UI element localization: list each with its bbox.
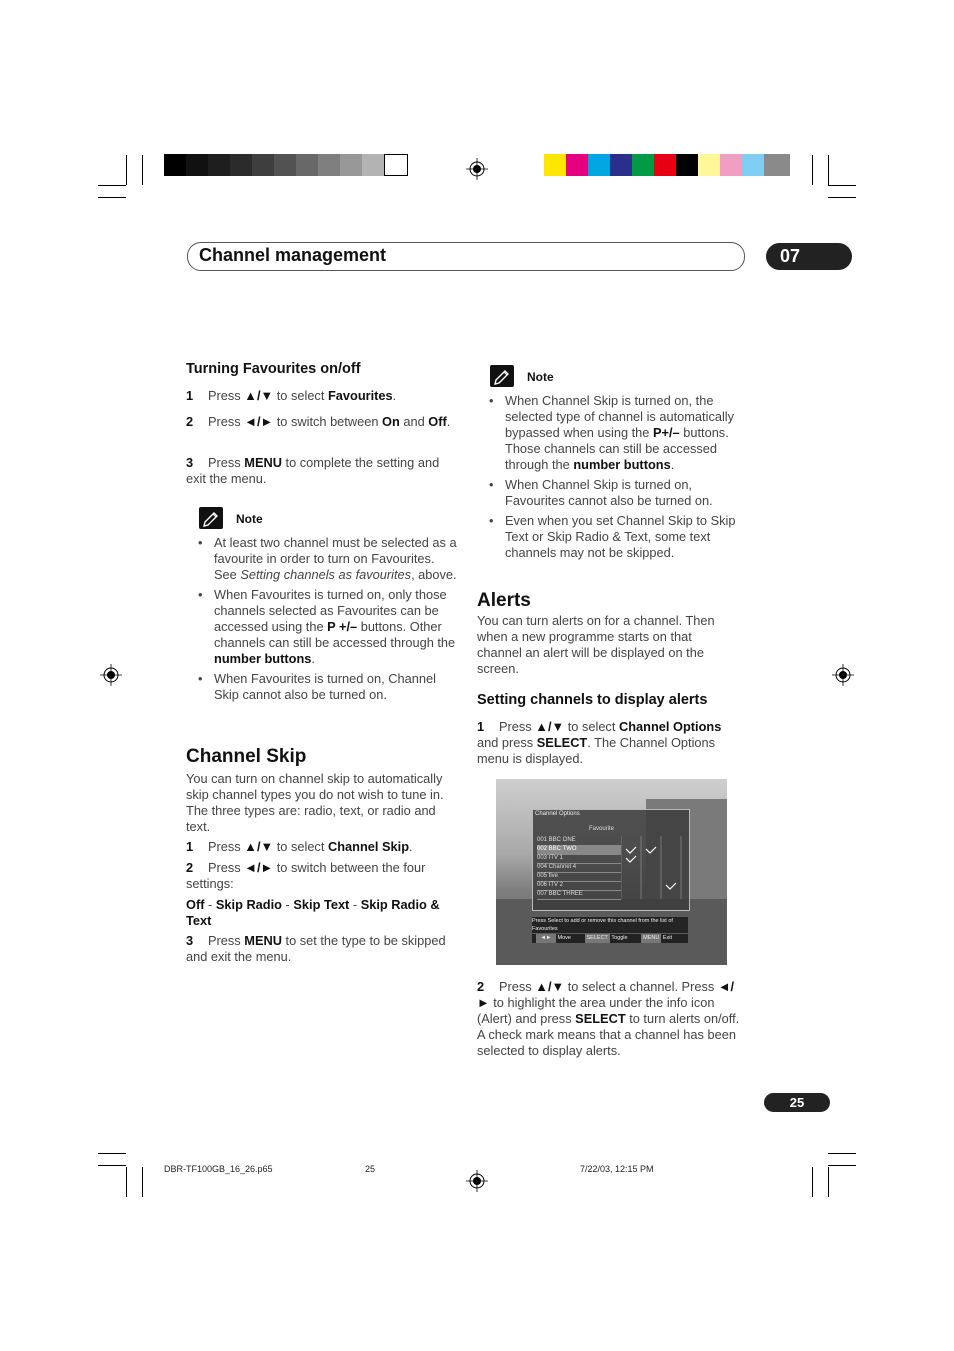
list-item: 003 ITV 1 — [537, 854, 621, 864]
crop-mark — [98, 185, 126, 186]
check-icon — [626, 847, 636, 853]
osd-column-label: Favourite — [589, 826, 615, 832]
fav-step-2: 2 Press ◄/► to switch between On and Off. — [186, 414, 451, 429]
crop-mark — [98, 1153, 126, 1154]
alerts-step-2: 2 Press ▲/▼ to select a channel. Press ◄/► to highlight the area under the info icon (Alert) and press SELECT to turn alerts on/off. A check mark means that a channel has been selected to display alerts. — [477, 979, 740, 1058]
page-number: 25 — [764, 1093, 830, 1112]
chapter-badge: 07 — [766, 243, 852, 270]
crop-mark — [98, 197, 126, 198]
crop-mark — [126, 1167, 127, 1197]
check-grid — [621, 836, 683, 900]
crop-mark — [828, 197, 856, 198]
crop-mark — [828, 1167, 829, 1197]
list-item: 007 BBC THREE — [537, 890, 621, 900]
footer-filename: DBR-TF100GB_16_26.p65 — [164, 1164, 273, 1174]
favourites-heading: Turning Favourites on/off — [186, 361, 361, 377]
crop-mark — [812, 155, 813, 185]
list-item: 002 BBC TWO — [537, 845, 621, 855]
crop-mark — [828, 1165, 856, 1166]
osd-button-bar: ◄► Move SELECT Toggle MENU Exit — [532, 934, 688, 943]
alerts-subheading: Setting channels to display alerts — [477, 692, 708, 708]
registration-mark-icon — [466, 1170, 488, 1192]
registration-mark-icon — [832, 664, 854, 686]
crop-mark — [98, 1165, 126, 1166]
check-icon — [626, 856, 636, 862]
list-item: 005 five — [537, 872, 621, 882]
channel-skip-notes — [487, 393, 749, 565]
list-item: • When Favourites is turned on, only those channels selected as Favourites can be accessed using the P +/– buttons. Other channels can still be accessed through the number buttons. — [196, 587, 458, 667]
crop-mark — [126, 155, 127, 185]
list-item: • When Favourites is turned on, Channel Skip cannot also be turned on. — [196, 671, 458, 703]
fav-step-1: 1 Press ▲/▼ to select Favourites. — [186, 388, 397, 403]
list-item: 001 BBC ONE — [537, 836, 621, 846]
crop-mark — [828, 1153, 856, 1154]
skip-step-2: 2 Press ◄/► to switch between the four settings: — [186, 860, 426, 891]
osd-menu — [532, 809, 690, 911]
footer-date: 7/22/03, 12:15 PM — [580, 1164, 654, 1174]
page-title: Channel management — [199, 245, 387, 265]
skip-step-3: 3 Press MENU to set the type to be skipped and exit the menu. — [186, 933, 446, 964]
list-item: • When Channel Skip is turned on, Favourites cannot also be turned on. — [487, 477, 749, 509]
osd-title: Channel Options — [535, 811, 580, 817]
alerts-intro: You can turn alerts on for a channel. Then when a new programme starts on that channel an alert will be displayed on the screen. — [477, 613, 715, 676]
crop-mark — [142, 155, 143, 185]
footer-page: 25 — [365, 1164, 376, 1174]
note-pencil-icon — [490, 365, 514, 387]
alerts-step-1: 1 Press ▲/▼ to select Channel Options and press SELECT. The Channel Options menu is displayed. — [477, 719, 722, 766]
note-pencil-icon — [199, 507, 223, 529]
list-item: 004 Channel 4 — [537, 863, 621, 873]
crop-mark — [142, 1167, 143, 1197]
channel-skip-intro: You can turn on channel skip to automatically skip channel types you do not wish to tune in. The three types are: radio, text, or radio and text. — [186, 771, 444, 834]
check-icon — [666, 883, 676, 889]
osd-help-message: Press Select to add or remove this channel from the list of Favourites — [532, 917, 688, 933]
crop-mark — [812, 1167, 813, 1197]
list-item: • At least two channel must be selected as a favourite in order to turn on Favourites. See Setting channels as favourites, above. — [196, 535, 458, 583]
check-icon — [646, 847, 656, 853]
crop-mark — [828, 155, 829, 185]
note-label: Note — [236, 512, 263, 526]
channel-skip-heading: Channel Skip — [186, 746, 307, 767]
fav-step-3: 3 Press MENU to complete the setting and exit the menu. — [186, 455, 440, 486]
crop-mark — [828, 185, 856, 186]
skip-options: Off - Skip Radio - Skip Text - Skip Radio & Text — [186, 897, 440, 928]
list-item: • Even when you set Channel Skip to Skip Text or Skip Radio & Text, some text channels may not be skipped. — [487, 513, 749, 561]
skip-step-1: 1 Press ▲/▼ to select Channel Skip. — [186, 839, 413, 854]
move-key-icon: ◄► — [536, 934, 556, 943]
note-label: Note — [527, 370, 554, 384]
favourites-notes — [196, 535, 458, 707]
list-item: • When Channel Skip is turned on, the selected type of channel is automatically bypassed when using the P+/– buttons. Those channels can still be accessed through the number buttons. — [487, 393, 749, 473]
alerts-heading: Alerts — [477, 590, 531, 611]
channel-options-screenshot — [496, 779, 727, 965]
registration-mark-icon — [466, 158, 488, 180]
registration-mark-icon — [100, 664, 122, 686]
list-item: 006 ITV 2 — [537, 881, 621, 891]
